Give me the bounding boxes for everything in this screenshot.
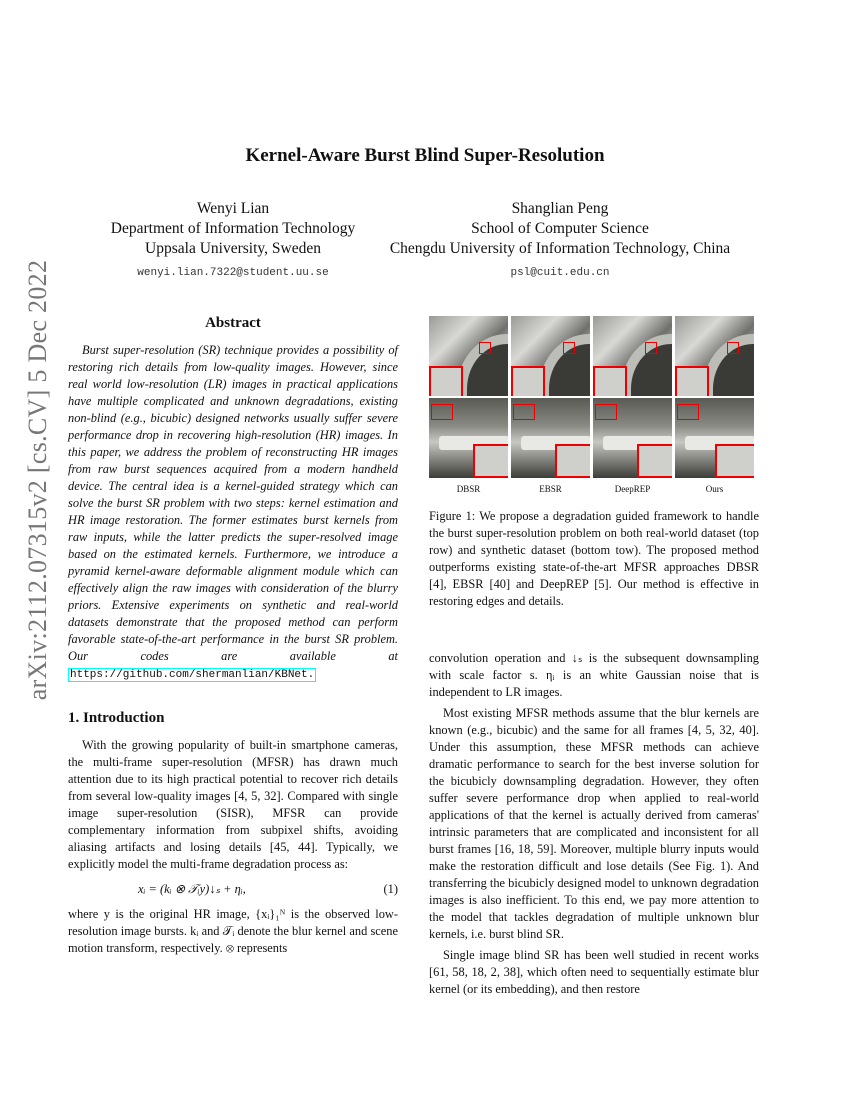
code-link[interactable]: https://github.com/shermanlian/KBNet.	[70, 669, 315, 681]
author-department: School of Computer Science	[471, 220, 649, 237]
body-paragraph: Most existing MFSR methods assume that the blur kernels are known (e.g., bicubic) and the same for all frames [4, 5, 32, 40]. Under this assumption, these MFSR methods can achieve dramatic performance to search for the best inverse solution for the bicubicly downsampling degradation. However, they often suffer severe performance drop when applied to real-world applications of that the kernel is actually derived from cameras' intrinsic parameters that are complicated and inconsistent for all burst frames [16, 18, 59]. Moreover, multiple blurry inputs would make the restoration difficult and lose details (See Fig. 1). And transferring the bicubicly designed model to unknown degradation images is also inefficient. To this end, we pay more attention to the model that tackles degradation of multiple unknown blur kernels, i.e. burst blind SR.	[429, 706, 759, 941]
method-label: Ours	[705, 484, 724, 494]
author-email: wenyi.lian.7322@student.uu.se	[137, 267, 329, 279]
author-name: Wenyi Lian	[196, 200, 270, 217]
intro-paragraph-2: where y is the original HR image, {xᵢ}₁ᴺ is the observed low-resolution image bursts. kᵢ and 𝒯ᵢ denote the blur kernel and scene motion transform, respectively. ⊗ represents	[68, 907, 398, 955]
author-institution: Chengdu University of Information Technology, China	[389, 240, 731, 257]
figure-image-ebsr-synthetic	[511, 398, 590, 478]
figure-image-dbsr-real	[429, 316, 508, 396]
figure-image-dbsr-synthetic	[429, 398, 508, 478]
left-column	[68, 315, 398, 957]
figure-image-ebsr-real	[511, 316, 590, 396]
figure-image-deeprep-real	[593, 316, 672, 396]
body-paragraph: convolution operation and ↓ₛ is the subsequent downsampling with scale factor s. ηᵢ is an white Gaussian noise that is independent to LR images.	[429, 651, 759, 699]
author-name: Shanglian Peng	[511, 200, 609, 217]
author-institution: Uppsala University, Sweden	[145, 240, 321, 257]
figure-1-grid	[429, 316, 759, 478]
author-block-2	[370, 199, 750, 283]
author-email: psl@cuit.edu.cn	[510, 267, 610, 279]
equation-body: xᵢ = (kᵢ ⊗ 𝒯ᵢy)↓ₛ + ηᵢ,	[138, 882, 246, 896]
abstract-heading: Abstract	[205, 315, 261, 331]
figure-image-ours-real	[675, 316, 754, 396]
section-heading-introduction: 1. Introduction	[68, 710, 165, 726]
figure-method-labels	[429, 481, 759, 498]
method-label: DeepREP	[614, 484, 651, 494]
author-block-1	[68, 199, 398, 283]
paper-title: Kernel-Aware Burst Blind Super-Resolution	[245, 145, 605, 166]
figure-image-ours-synthetic	[675, 398, 754, 478]
equation-1	[68, 873, 398, 906]
abstract-text: Burst super-resolution (SR) technique provides a possibility of restoring rich details from low-quality images. However, since real world low-resolution (LR) images in practical applications have multiple complicated and unknown degradations, existing non-blind (e.g., bicubic) designed networks usually suffer severe performance drop in recovering high-resolution (HR) images. In this paper, we address the problem of reconstructing HR images from raw burst sequences acquired from a modern handheld device. The central idea is a kernel-guided strategy which can solve the burst SR problem with two steps: kernel estimation and HR image restoration. The former estimates burst kernels from raw inputs, while the latter predicts the super-resolved image based on the estimated kernels. Furthermore, we introduce a pyramid kernel-aware deformable alignment module which can effectively align the raw images with consideration of the blurry priors. Extensive experiments on synthetic and real-world datasets demonstrate that the proposed method can perform favorable state-of-the-art performance in the burst SR problem. Our codes are available at https://github.com/shermanlian/KBNet.	[68, 343, 398, 681]
right-column	[429, 316, 759, 998]
author-department: Department of Information Technology	[110, 220, 356, 237]
equation-number: (1)	[383, 882, 398, 896]
method-label: DBSR	[456, 484, 481, 494]
body-paragraph: Single image blind SR has been well studied in recent works [61, 58, 18, 2, 38], which often need to sequentially estimate blur kernel (or its embedding), and then restore	[429, 948, 759, 996]
figure-caption: Figure 1: We propose a degradation guided framework to handle the burst super-resolution problem on both real-world dataset (top row) and synthetic dataset (bottom tow). The proposed method outperforms existing state-of-the-art MFSR approaches DBSR [4], EBSR [40] and DeepREP [5]. Our method is effective in restoring edges and details.	[429, 509, 759, 608]
figure-image-deeprep-synthetic	[593, 398, 672, 478]
arxiv-identifier: arXiv:2112.07315v2 [cs.CV] 5 Dec 2022	[23, 259, 52, 701]
method-label: EBSR	[539, 484, 562, 494]
intro-paragraph: With the growing popularity of built-in smartphone cameras, the multi-frame super-resolution (MFSR) has drawn much attention due to its high practical potential to recover rich details from several low-quality images [4, 5, 32]. Compared with single image super-resolution (SISR), MFSR can provide complementary information from subpixel shifts, avoiding aliasing artifacts and losing details [45, 44]. Typically, we explicitly model the multi-frame degradation process as:	[68, 738, 398, 871]
